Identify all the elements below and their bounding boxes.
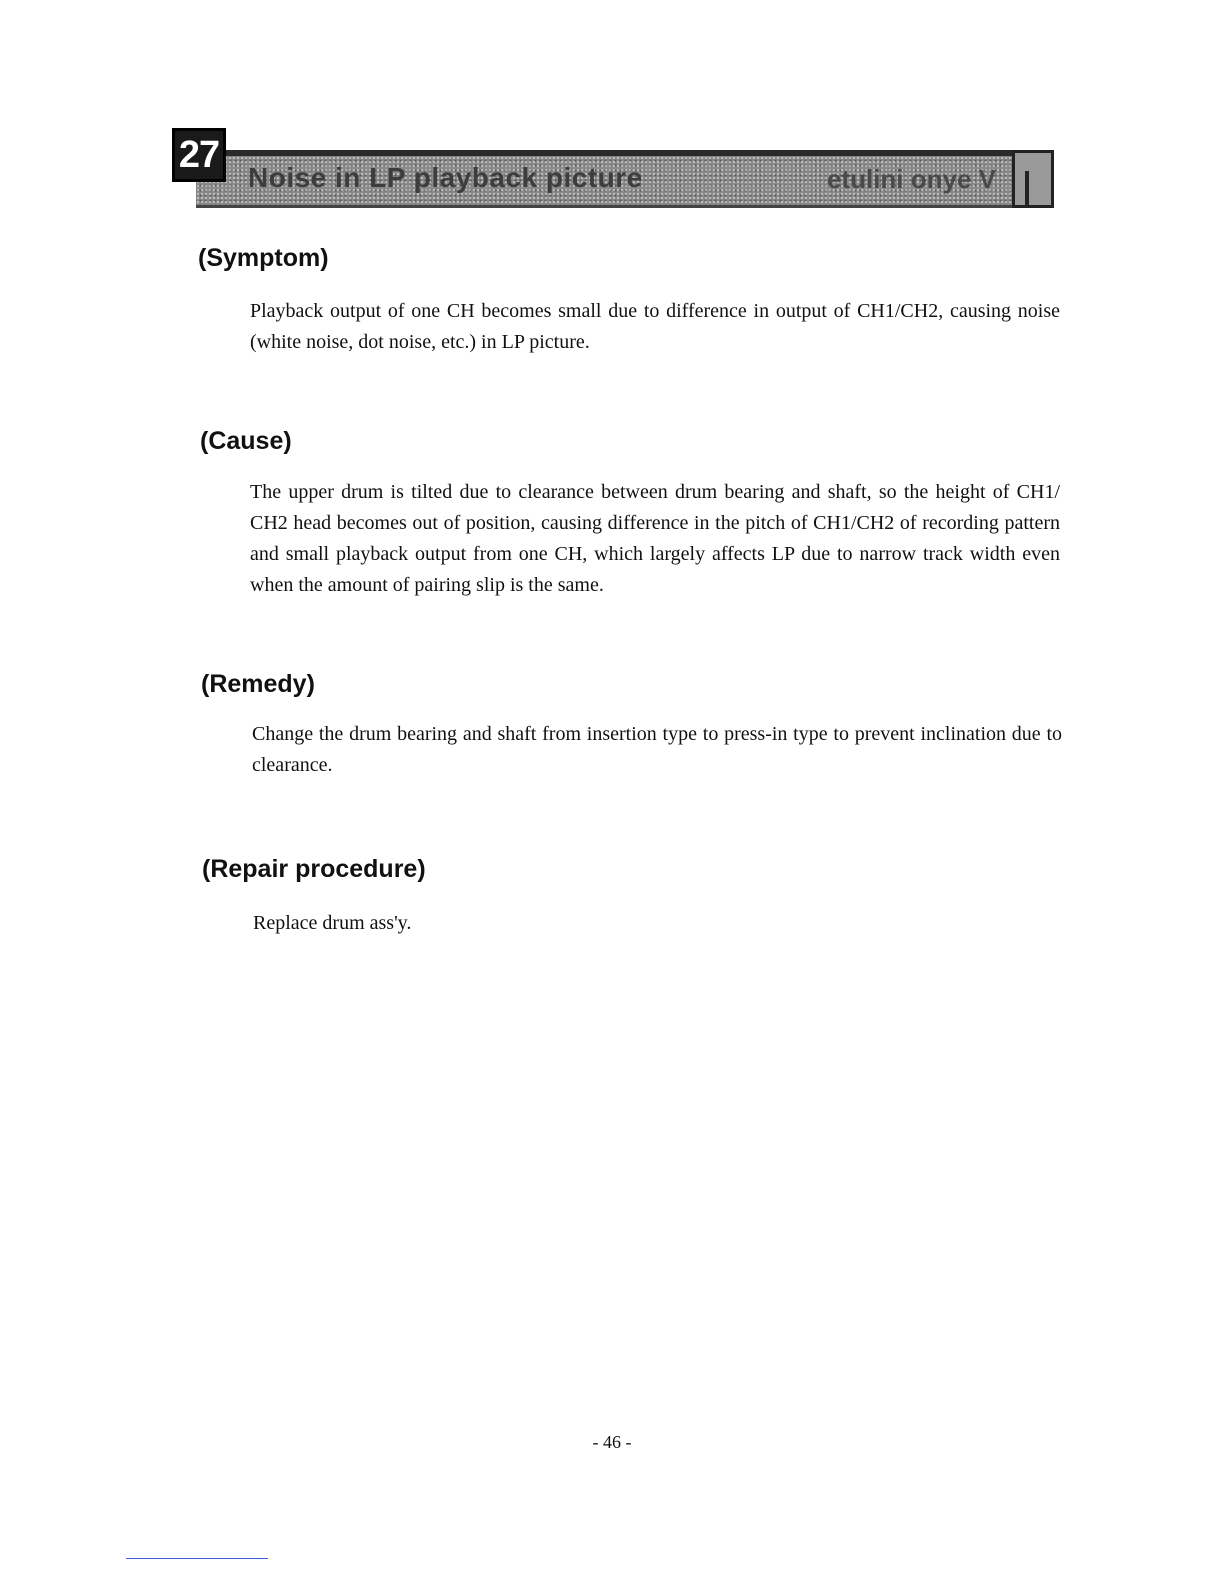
banner-model-label: etulini onye V	[826, 164, 996, 194]
banner-end-icon	[1012, 150, 1054, 208]
cause-heading: (Cause)	[200, 427, 292, 455]
banner-title: Noise in LP playback picture	[248, 162, 643, 193]
repair-procedure-body: Replace drum ass'y.	[253, 912, 412, 934]
symptom-heading: (Symptom)	[198, 244, 329, 272]
remedy-body: Change the drum bearing and shaft from insertion type to press-in type to prevent inclination due to clearance.	[252, 723, 1062, 776]
repair-procedure-heading: (Repair procedure)	[202, 855, 426, 883]
remedy-heading: (Remedy)	[201, 670, 315, 698]
section-banner	[172, 128, 1056, 212]
cause-body: The upper drum is tilted due to clearance between drum bearing and shaft, so the height of CH1/ CH2 head becomes out of position, causing difference in the pitch of CH1/CH2 of recording pattern and small playback output from one CH, which largely affects LP due to narrow track width even when the amount of pairing slip is the same.	[250, 481, 1060, 596]
symptom-body: Playback output of one CH becomes small due to difference in output of CH1/CH2, causing noise (white noise, dot noise, etc.) in LP picture.	[250, 300, 1060, 353]
footer-divider	[126, 1558, 268, 1559]
page-number: - 46 -	[592, 1432, 632, 1452]
section-number-badge: 27	[172, 128, 226, 182]
